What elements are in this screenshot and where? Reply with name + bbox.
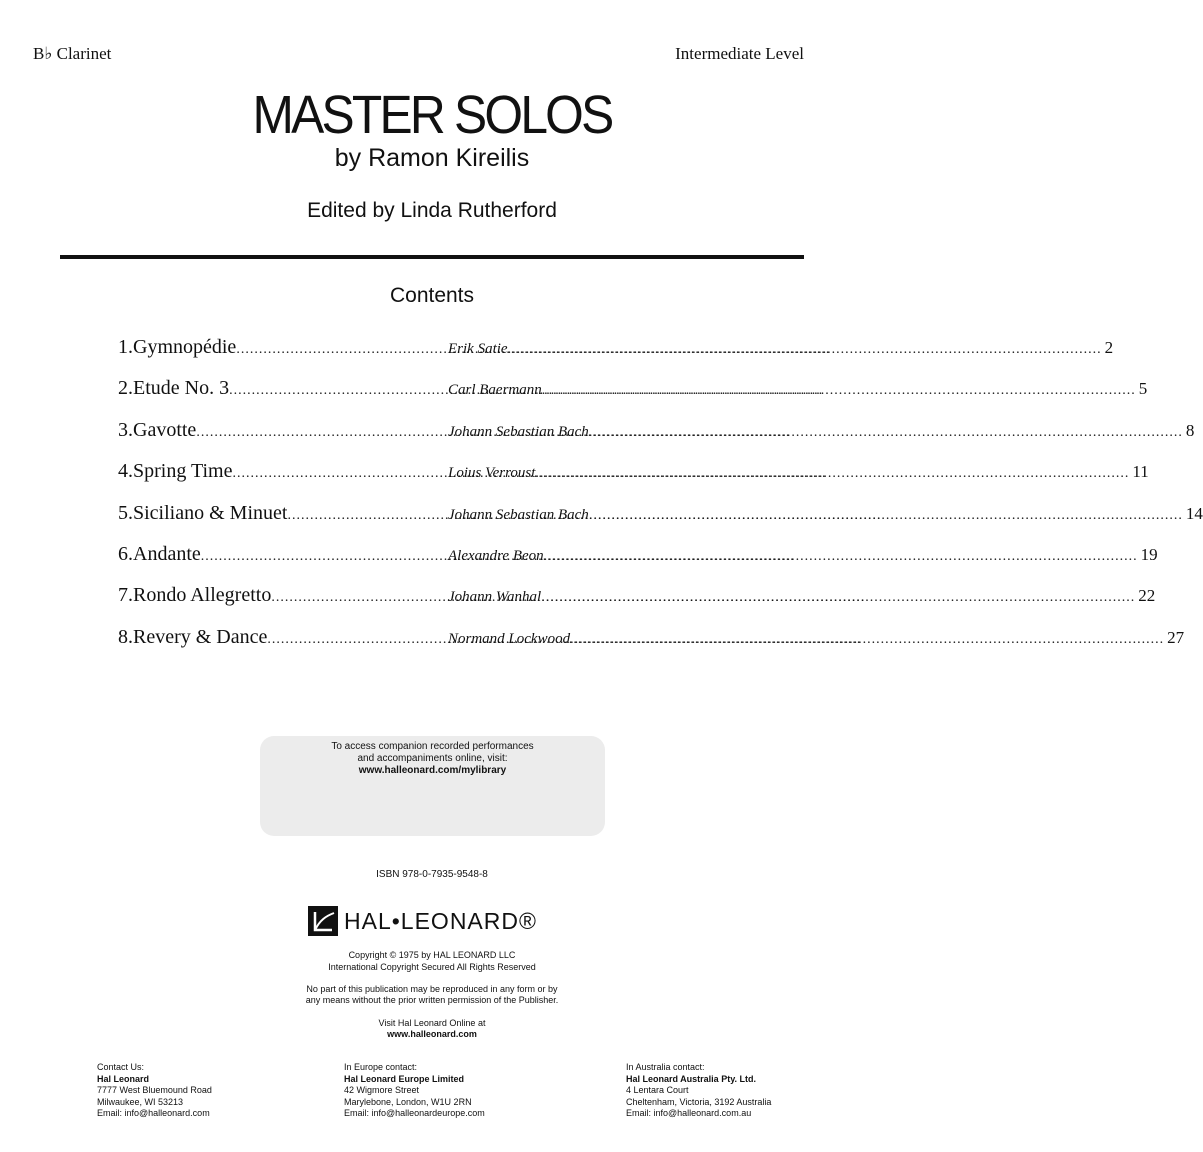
divider-rule bbox=[60, 255, 804, 259]
instrument-label: B♭ Clarinet bbox=[33, 44, 112, 63]
contact-us bbox=[97, 1062, 212, 1120]
toc-page: 5 bbox=[1138, 379, 1148, 399]
toc-title: Etude No. 3 bbox=[133, 377, 230, 400]
toc-composer: Erik Satie bbox=[448, 341, 508, 357]
hal-leonard-logo bbox=[308, 906, 537, 936]
dot-leader bbox=[589, 425, 1183, 441]
toc-number: 5. bbox=[118, 501, 133, 524]
toc-entry bbox=[118, 377, 1148, 418]
contact-label: In Australia contact: bbox=[626, 1062, 705, 1072]
contact-name: Hal Leonard bbox=[97, 1073, 150, 1084]
dot-leader bbox=[544, 549, 1138, 565]
toc-entry bbox=[118, 501, 1203, 543]
publisher-name: HAL•LEONARD® bbox=[344, 907, 537, 934]
publisher-mark-icon bbox=[308, 906, 338, 936]
isbn: ISBN 978-0-7935-9548-8 bbox=[376, 869, 488, 880]
dot-leader bbox=[570, 632, 1164, 648]
toc-composer: Alexandre Beon bbox=[448, 547, 544, 564]
dot-leader bbox=[542, 383, 1136, 399]
toc-page: 2 bbox=[1104, 338, 1114, 357]
contact-address: Milwaukee, WI 53213 bbox=[97, 1096, 184, 1107]
toc-composer: Johann Sebastian Bach bbox=[448, 423, 589, 440]
toc-title: Spring Time bbox=[133, 460, 233, 483]
contact-address: 4 Lentara Court bbox=[626, 1085, 689, 1095]
toc-title: Gavotte bbox=[133, 418, 197, 441]
contact-name: Hal Leonard Europe Limited bbox=[344, 1073, 465, 1084]
access-line-1: To access companion recorded performances bbox=[331, 741, 534, 752]
contact-address: Cheltenham, Victoria, 3192 Australia bbox=[626, 1096, 772, 1107]
dot-leader bbox=[535, 466, 1129, 482]
toc-composer: Normand Lockwood bbox=[448, 630, 571, 647]
toc-page: 27 bbox=[1167, 627, 1185, 647]
toc-page: 22 bbox=[1138, 586, 1156, 606]
contact-label: Contact Us: bbox=[97, 1062, 145, 1072]
toc-entry bbox=[118, 584, 1156, 625]
toc-title: Andante bbox=[133, 542, 201, 565]
table-of-contents bbox=[118, 336, 1203, 667]
toc-entry bbox=[118, 625, 1185, 667]
contact-address: 7777 West Bluemound Road bbox=[97, 1085, 212, 1095]
toc-entry bbox=[118, 336, 1114, 377]
contact-email: Email: info@halleonard.com bbox=[97, 1108, 210, 1118]
toc-composer: Johann Sebastian Bach bbox=[448, 506, 589, 523]
copyright-line: Copyright © 1975 by HAL LEONARD LLC bbox=[348, 950, 516, 960]
toc-number: 1. bbox=[118, 336, 133, 358]
dot-leader bbox=[541, 590, 1135, 606]
contact-australia bbox=[626, 1062, 771, 1120]
toc-entry bbox=[118, 418, 1195, 460]
contact-label: In Europe contact: bbox=[344, 1062, 418, 1072]
contact-europe bbox=[344, 1062, 485, 1120]
contents-heading: Contents bbox=[389, 284, 475, 307]
access-line-2: and accompaniments online, visit: bbox=[357, 753, 508, 764]
book-title: MASTER SOLOS bbox=[252, 85, 612, 145]
contact-address: 42 Wigmore Street bbox=[344, 1085, 420, 1095]
rights-line: any means without the prior written permission of the Publisher. bbox=[305, 995, 559, 1005]
dot-leader bbox=[508, 342, 1102, 358]
editor-line: Edited by Linda Rutherford bbox=[307, 199, 557, 222]
toc-page: 11 bbox=[1132, 462, 1149, 482]
toc-title: Revery & Dance bbox=[133, 625, 268, 648]
toc-number: 2. bbox=[118, 377, 133, 400]
visit-line: Visit Hal Leonard Online at bbox=[378, 1018, 486, 1028]
toc-composer: Johann Wanhal bbox=[448, 589, 542, 606]
toc-title: Rondo Allegretto bbox=[133, 584, 272, 607]
copyright-line: International Copyright Secured All Rights Reserved bbox=[328, 962, 536, 972]
toc-number: 8. bbox=[118, 625, 133, 648]
toc-title: Siciliano & Minuet bbox=[133, 501, 288, 524]
mylibrary-link[interactable]: www.halleonard.com/mylibrary bbox=[358, 765, 507, 776]
toc-entry bbox=[118, 460, 1149, 501]
online-access-box bbox=[260, 736, 605, 836]
toc-composer: Loius Verroust bbox=[448, 465, 536, 482]
contact-email: Email: info@halleonard.com.au bbox=[626, 1108, 752, 1118]
contact-email: Email: info@halleonardeurope.com bbox=[344, 1108, 485, 1118]
author-byline: by Ramon Kireilis bbox=[334, 144, 530, 172]
toc-title: Gymnopédie bbox=[133, 336, 237, 358]
toc-number: 3. bbox=[118, 418, 133, 441]
level-label: Intermediate Level bbox=[675, 44, 804, 63]
website-link[interactable]: www.halleonard.com bbox=[387, 1029, 477, 1039]
dot-leader bbox=[589, 508, 1183, 524]
toc-number: 7. bbox=[118, 584, 133, 607]
toc-entry bbox=[118, 542, 1158, 584]
toc-number: 4. bbox=[118, 460, 133, 483]
toc-page: 19 bbox=[1140, 544, 1158, 564]
toc-composer: Carl Baermann bbox=[448, 382, 542, 399]
toc-number: 6. bbox=[118, 542, 133, 565]
toc-page: 8 bbox=[1185, 420, 1195, 440]
contact-name: Hal Leonard Australia Pty. Ltd. bbox=[626, 1073, 757, 1084]
toc-page: 14 bbox=[1185, 503, 1203, 523]
contact-address: Marylebone, London, W1U 2RN bbox=[344, 1096, 472, 1107]
rights-line: No part of this publication may be reproduced in any form or by bbox=[306, 984, 558, 994]
